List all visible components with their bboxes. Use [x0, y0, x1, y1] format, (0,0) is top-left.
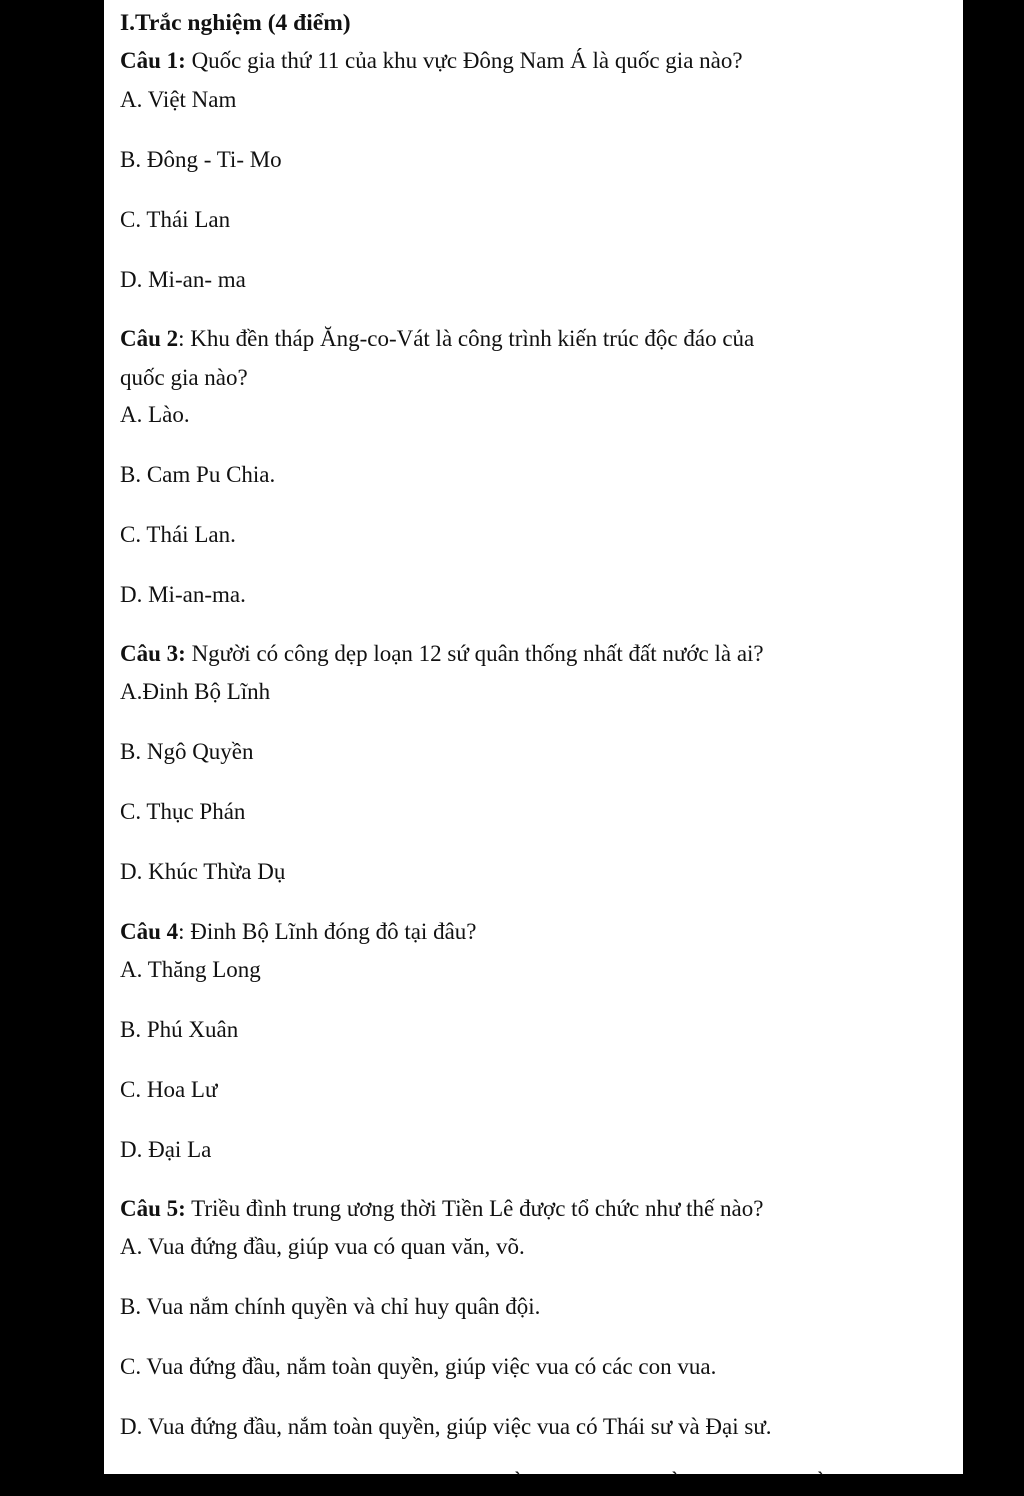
q5-option-d: D. Vua đứng đầu, nắm toàn quyền, giúp việc vua có Thái sư và Đại sư. [120, 1414, 772, 1439]
q1-option-a: A. Việt Nam [120, 87, 237, 112]
question-1 [120, 46, 743, 76]
q2-option-c: C. Thái Lan. [120, 522, 236, 547]
question-5-label: Câu 5: [120, 1196, 186, 1221]
q4-option-c: C. Hoa Lư [120, 1077, 218, 1102]
q1-option-d: D. Mi-an- ma [120, 267, 246, 292]
question-2-text: : Khu đền tháp Ăng-co-Vát là công trình kiến trúc độc đáo của [178, 326, 755, 351]
question-5-text: Triều đình trung ương thời Tiền Lê được tổ chức như thế nào? [185, 1196, 764, 1221]
q3-option-c: C. Thục Phán [120, 799, 246, 824]
question-4-text: : Đinh Bộ Lĩnh đóng đô tại đâu? [178, 919, 477, 944]
q5-option-b: B. Vua nắm chính quyền và chỉ huy quân đội. [120, 1294, 541, 1319]
section-title: I.Trắc nghiệm (4 điểm) [120, 10, 351, 36]
question-3-text: Người có công dẹp loạn 12 sứ quân thống nhất đất nước là ai? [185, 641, 764, 666]
q1-option-b: B. Đông - Ti- Mo [120, 147, 282, 172]
q2-option-d: D. Mi-an-ma. [120, 582, 246, 607]
question-3 [120, 639, 764, 669]
q2-option-b: B. Cam Pu Chia. [120, 462, 276, 487]
cutoff-next-line: ` ` ` [514, 1468, 825, 1493]
question-4 [120, 917, 476, 947]
q2-option-a: A. Lào. [120, 402, 190, 427]
question-1-text: Quốc gia thứ 11 của khu vực Đông Nam Á là quốc gia nào? [185, 48, 743, 73]
q5-option-c: C. Vua đứng đầu, nắm toàn quyền, giúp việc vua có các con vua. [120, 1354, 717, 1379]
q3-option-a: A.Đinh Bộ Lĩnh [120, 679, 271, 704]
question-2-text-cont: quốc gia nào? [120, 365, 248, 390]
question-5 [120, 1194, 763, 1224]
q3-option-b: B. Ngô Quyền [120, 739, 254, 764]
q4-option-b: B. Phú Xuân [120, 1017, 239, 1042]
question-3-label: Câu 3: [120, 641, 186, 666]
q4-option-a: A. Thăng Long [120, 957, 261, 982]
q1-option-c: C. Thái Lan [120, 207, 231, 232]
question-4-label: Câu 4 [120, 919, 179, 944]
document-page [104, 0, 963, 1493]
q3-option-d: D. Khúc Thừa Dụ [120, 859, 286, 884]
question-2-label: Câu 2 [120, 326, 179, 351]
q5-option-a: A. Vua đứng đầu, giúp vua có quan văn, võ. [120, 1234, 525, 1259]
question-1-label: Câu 1: [120, 48, 186, 73]
question-2 [120, 324, 754, 354]
q4-option-d: D. Đại La [120, 1137, 212, 1162]
